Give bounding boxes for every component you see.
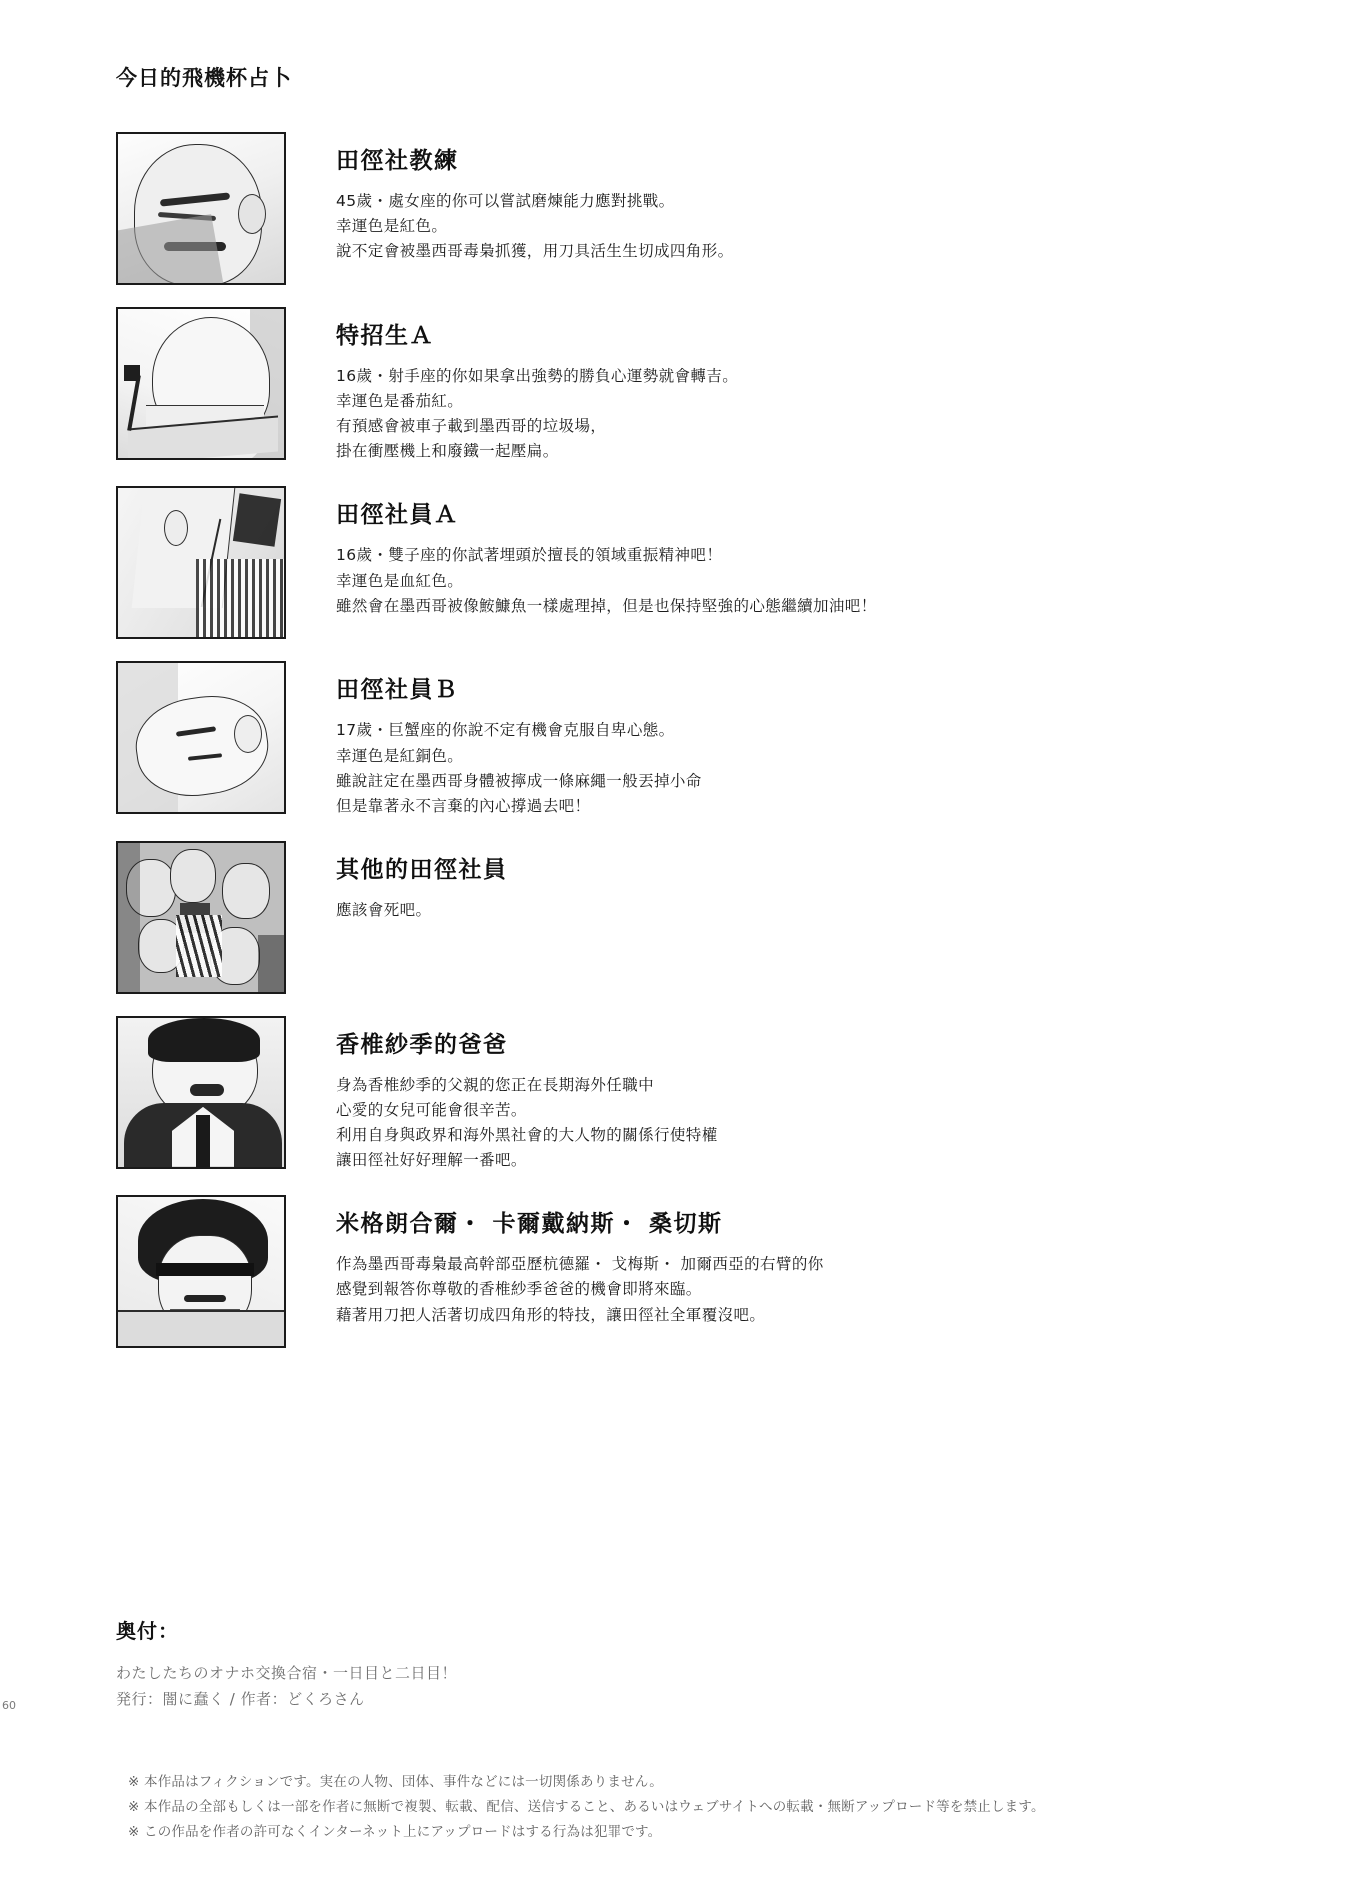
entry-text bbox=[336, 364, 1236, 464]
character-portrait bbox=[116, 307, 286, 460]
notice-line: ※ この作品を作者の許可なくインターネット上にアップロードはする行為は犯罪です。 bbox=[128, 1823, 662, 1840]
character-name: 田徑社教練 bbox=[336, 148, 459, 174]
list-item bbox=[116, 307, 1236, 464]
character-name: 田徑社員Ｂ bbox=[336, 677, 459, 704]
portrait-art-father bbox=[118, 1018, 284, 1167]
character-name: 香椎紗季的爸爸 bbox=[336, 1031, 508, 1058]
colophon-work-title: わたしたちのオナホ交換合宿・一日目と二日目！ bbox=[116, 1664, 458, 1682]
entry-line: 45歲・處女座的你可以嘗試磨煉能力應對挑戰。 bbox=[336, 192, 675, 210]
page-number: 60 bbox=[2, 1699, 16, 1712]
entry-line: 幸運色是番茄紅。 bbox=[336, 392, 464, 411]
entry-text bbox=[336, 1073, 1236, 1173]
entry-line: 有預感會被車子載到墨西哥的垃圾場， bbox=[336, 417, 607, 436]
character-name: 田徑社員Ａ bbox=[336, 502, 459, 529]
horoscope-entry-list bbox=[116, 132, 1236, 1370]
portrait-art-other-members bbox=[118, 843, 284, 992]
entry-body bbox=[286, 661, 1236, 818]
entry-line: 作為墨西哥毒梟最高幹部亞歷杭德羅・ 戈梅斯・ 加爾西亞的右臂的你 bbox=[336, 1255, 824, 1274]
notice-line: ※ 本作品はフィクションです。実在の人物、団体、事件などには一切関係ありません。 bbox=[128, 1774, 663, 1790]
entry-line: 幸運色是紅銅色。 bbox=[336, 746, 464, 765]
portrait-art-miguel bbox=[118, 1197, 284, 1346]
colophon-title: 奥付： bbox=[116, 1619, 179, 1643]
portrait-art-special-student bbox=[118, 309, 284, 458]
entry-body bbox=[286, 1016, 1236, 1173]
page-title: 今日的飛機杯占卜 bbox=[116, 66, 292, 90]
entry-text bbox=[336, 189, 1236, 264]
entry-line: 雖說註定在墨西哥身體被擰成一條麻繩一般丟掉小命 bbox=[336, 771, 702, 790]
character-portrait bbox=[116, 841, 286, 994]
entry-line: 身為香椎紗季的父親的您正在長期海外任職中 bbox=[336, 1075, 655, 1094]
entry-body bbox=[286, 132, 1236, 264]
list-item bbox=[116, 1195, 1236, 1348]
notice-line: ※ 本作品の全部もしくは一部を作者に無断で複製、転載、配信、送信すること、あるいはウェブサイトへの転載・無断アップロード等を禁止します。 bbox=[128, 1798, 1045, 1815]
list-item bbox=[116, 661, 1236, 818]
entry-line: 16歲・射手座的你如果拿出強勢的勝負心運勢就會轉吉。 bbox=[336, 367, 739, 385]
legal-notice-block bbox=[128, 1770, 1248, 1845]
portrait-art-coach bbox=[118, 134, 284, 283]
entry-body bbox=[286, 307, 1236, 464]
entry-body bbox=[286, 486, 1236, 618]
entry-line: 但是靠著永不言棄的內心撐過去吧！ bbox=[336, 796, 591, 815]
entry-text bbox=[336, 543, 1236, 618]
list-item bbox=[116, 1016, 1236, 1173]
portrait-art-member-b bbox=[118, 663, 284, 812]
entry-line: 感覺到報答你尊敬的香椎紗季爸爸的機會即將來臨。 bbox=[336, 1280, 702, 1299]
entry-line: 說不定會被墨西哥毒梟抓獲，用刀具活生生切成四角形。 bbox=[336, 242, 734, 261]
character-name: 其他的田徑社員 bbox=[336, 856, 508, 883]
entry-text bbox=[336, 898, 1236, 923]
entry-line: 讓田徑社好好理解一番吧。 bbox=[336, 1151, 527, 1170]
character-portrait bbox=[116, 132, 286, 285]
list-item bbox=[116, 841, 1236, 994]
entry-line: 幸運色是紅色。 bbox=[336, 217, 448, 236]
character-portrait bbox=[116, 1195, 286, 1348]
list-item bbox=[116, 486, 1236, 639]
entry-text bbox=[336, 1252, 1236, 1327]
character-name: 特招生Ａ bbox=[336, 323, 434, 349]
portrait-art-member-a bbox=[118, 488, 284, 637]
entry-line: 16歲・雙子座的你試著埋頭於擅長的領域重振精神吧！ bbox=[336, 546, 723, 565]
entry-line: 應該會死吧。 bbox=[336, 900, 432, 919]
entry-body bbox=[286, 1195, 1236, 1327]
entry-body bbox=[286, 841, 1236, 923]
entry-line: 幸運色是血紅色。 bbox=[336, 571, 464, 590]
entry-line: 利用自身與政界和海外黑社會的大人物的關係行使特權 bbox=[336, 1126, 718, 1145]
entry-line: 心愛的女兒可能會很辛苦。 bbox=[336, 1100, 527, 1119]
entry-text bbox=[336, 718, 1236, 818]
character-name: 米格朗合爾・ 卡爾戴納斯・ 桑切斯 bbox=[336, 1211, 723, 1238]
entry-line: 掛在衝壓機上和廢鐵一起壓扁。 bbox=[336, 442, 559, 461]
colophon-block bbox=[116, 1615, 1256, 1713]
entry-line: 藉著用刀把人活著切成四角形的特技，讓田徑社全軍覆沒吧。 bbox=[336, 1305, 766, 1324]
list-item bbox=[116, 132, 1236, 285]
character-portrait bbox=[116, 486, 286, 639]
colophon-publisher-author: 発行：闇に蠢く / 作者：どくろさん bbox=[116, 1690, 365, 1709]
character-portrait bbox=[116, 1016, 286, 1169]
character-portrait bbox=[116, 661, 286, 814]
entry-line: 雖然會在墨西哥被像鮟鱇魚一樣處理掉，但是也保持堅強的心態繼續加油吧！ bbox=[336, 596, 877, 615]
entry-line: 17歲・巨蟹座的你說不定有機會克服自卑心態。 bbox=[336, 721, 675, 740]
